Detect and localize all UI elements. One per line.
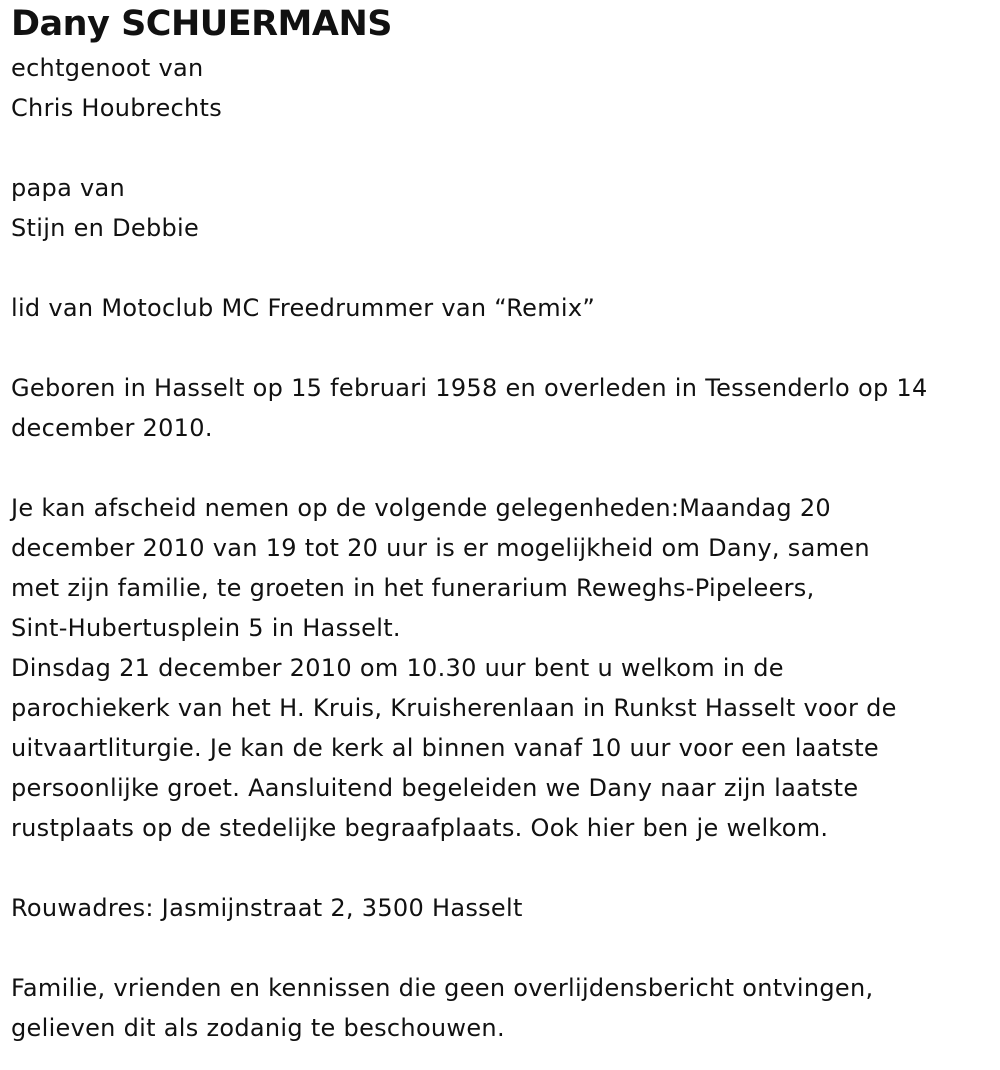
birth-death-paragraph: [11, 368, 996, 448]
membership-line: lid van Motoclub MC Freedrummer van “Remix”: [11, 294, 596, 322]
spacer: [11, 128, 996, 168]
farewell-paragraph: [11, 488, 996, 848]
children-intro: papa van: [11, 174, 126, 202]
paragraph-line: Dinsdag 21 december 2010 om 10.30 uur bent u welkom in de: [11, 654, 784, 682]
spacer: [11, 448, 996, 488]
paragraph-line: parochiekerk van het H. Kruis, Kruisherenlaan in Runkst Hasselt voor de: [11, 694, 897, 722]
paragraph-line: Sint-Hubertusplein 5 in Hasselt.: [11, 614, 401, 642]
obituary-notice: [11, 0, 996, 1048]
spacer: [11, 848, 996, 888]
paragraph-line: december 2010 van 19 tot 20 uur is er mogelijkheid om Dany, samen: [11, 534, 870, 562]
paragraph-line: Geboren in Hasselt op 15 februari 1958 en overleden in Tessenderlo op 14: [11, 374, 928, 402]
paragraph-line: december 2010.: [11, 414, 213, 442]
children-names: Stijn en Debbie: [11, 214, 200, 242]
paragraph-line: persoonlijke groet. Aansluitend begeleiden we Dany naar zijn laatste: [11, 774, 859, 802]
paragraph-line: rustplaats op de stedelijke begraafplaats. Ook hier ben je welkom.: [11, 814, 829, 842]
paragraph-line: Je kan afscheid nemen op de volgende gelegenheden:Maandag 20: [11, 494, 831, 522]
paragraph-line: uitvaartliturgie. Je kan de kerk al binnen vanaf 10 uur voor een laatste: [11, 734, 879, 762]
paragraph-line: Familie, vrienden en kennissen die geen overlijdensbericht ontvingen,: [11, 974, 874, 1002]
mourning-address: Rouwadres: Jasmijnstraat 2, 3500 Hasselt: [11, 894, 523, 922]
closing-paragraph: [11, 968, 996, 1048]
paragraph-line: gelieven dit als zodanig te beschouwen.: [11, 1014, 505, 1042]
deceased-name: Dany SCHUERMANS: [11, 4, 392, 44]
spouse-name: Chris Houbrechts: [11, 94, 223, 122]
spacer: [11, 328, 996, 368]
spacer: [11, 248, 996, 288]
paragraph-line: met zijn familie, te groeten in het funerarium Reweghs-Pipeleers,: [11, 574, 815, 602]
spacer: [11, 928, 996, 968]
spouse-intro: echtgenoot van: [11, 54, 204, 82]
